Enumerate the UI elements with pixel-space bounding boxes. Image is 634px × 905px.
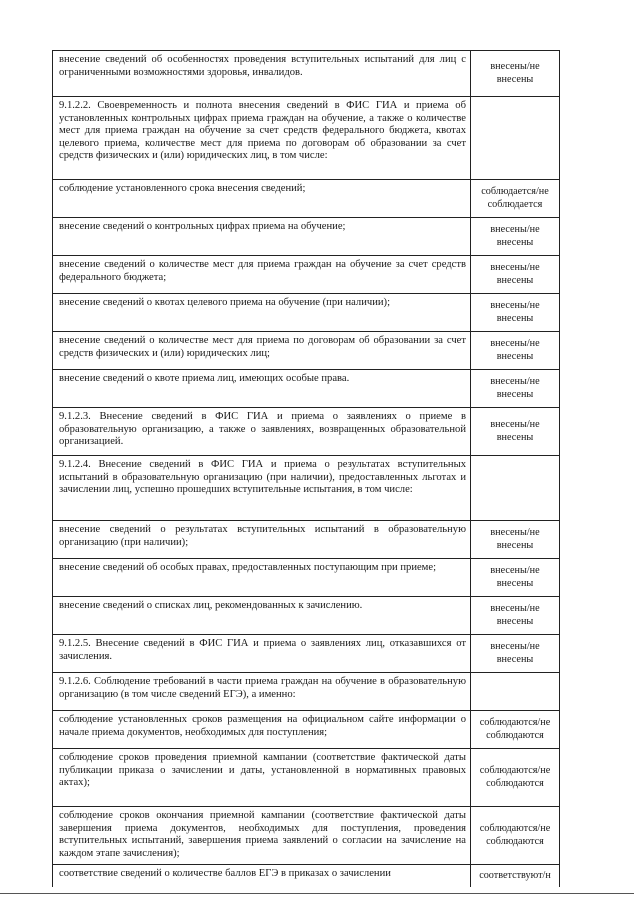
criterion-status: внесены/не внесены [471,218,560,256]
criterion-status: соблюдаются/не соблюдаются [471,749,560,807]
table-row [53,256,560,294]
criterion-text: 9.1.2.2. Своевременность и полнота внесения сведений в ФИС ГИА и приема об установленных контрольных цифрах приема граждан на обучение, а также о количестве мест для приема граждан на обучение за счет средств федерального бюджета, квотах целевого приема, количестве мест для приема по договорам об образовании за счет средств физических и (или) юридических лиц, в том числе: [53,97,471,180]
criterion-text: 9.1.2.4. Внесение сведений в ФИС ГИА и приема о результатах вступительных испытаний в образовательную организацию (при наличии), предоставленных льготах и зачислении лиц, успешно прошедших вступительные испытания, в том числе: [53,456,471,521]
criterion-text: внесение сведений о квотах целевого приема на обучение (при наличии); [53,294,471,332]
criterion-text: внесение сведений о списках лиц, рекомендованных к зачислению. [53,597,471,635]
criterion-text: соблюдение сроков окончания приемной кампании (соответствие фактической даты завершения приема документов, необходимых для поступления, проведения вступительных испытаний, завершения приема заявлений о согласии на зачисление на каждом этапе зачисления); [53,807,471,865]
criterion-status [471,456,560,521]
criterion-status [471,673,560,711]
criterion-status [471,97,560,180]
criterion-text: 9.1.2.5. Внесение сведений в ФИС ГИА и приема о заявлениях лиц, отказавшихся от зачисления. [53,635,471,673]
criterion-status: внесены/не внесены [471,559,560,597]
criterion-text: соблюдение установленных сроков размещения на официальном сайте информации о начале приема документов, необходимых для поступления; [53,711,471,749]
criterion-text: 9.1.2.6. Соблюдение требований в части приема граждан на обучение в образовательную организацию (в том числе сведений ЕГЭ), а именно: [53,673,471,711]
criterion-status: внесены/не внесены [471,597,560,635]
table-row [53,218,560,256]
criterion-status: соблюдается/не соблюдается [471,180,560,218]
table-row [53,51,560,97]
table-row [53,711,560,749]
criteria-table [52,50,560,887]
criterion-status: внесены/не внесены [471,521,560,559]
criterion-text: внесение сведений о квоте приема лиц, имеющих особые права. [53,370,471,408]
table-row [53,521,560,559]
criterion-text: внесение сведений о количестве мест для приема по договорам об образовании за счет средств физических и (или) юридических лиц; [53,332,471,370]
criterion-text: внесение сведений о результатах вступительных испытаний в образовательную организацию (при наличии); [53,521,471,559]
table-row [53,749,560,807]
criterion-text: соблюдение установленного срока внесения сведений; [53,180,471,218]
criteria-table-body [53,51,560,887]
page-bottom-line [0,893,634,894]
criterion-text: внесение сведений об особенностях проведения вступительных испытаний для лиц с ограниченными возможностями здоровья, инвалидов. [53,51,471,97]
criterion-status: внесены/не внесены [471,332,560,370]
table-row [53,673,560,711]
criterion-status: внесены/не внесены [471,408,560,456]
criterion-status: внесены/не внесены [471,635,560,673]
criterion-text: соответствие сведений о количестве баллов ЕГЭ в приказах о зачислении [53,865,471,887]
table-row [53,559,560,597]
criterion-text: внесение сведений об особых правах, предоставленных поступающим при приеме; [53,559,471,597]
table-row [53,807,560,865]
criterion-status: внесены/не внесены [471,256,560,294]
table-row [53,294,560,332]
criterion-status: внесены/не внесены [471,51,560,97]
table-row [53,456,560,521]
criterion-text: 9.1.2.3. Внесение сведений в ФИС ГИА и приема о заявлениях о приеме в образовательную организацию, а также о заявлениях, возвращенных образовательной организацией. [53,408,471,456]
table-row [53,408,560,456]
criterion-status: внесены/не внесены [471,370,560,408]
table-row [53,97,560,180]
table-row [53,332,560,370]
criterion-text: внесение сведений о контрольных цифрах приема на обучение; [53,218,471,256]
table-row [53,635,560,673]
table-row [53,180,560,218]
criterion-status: соответствуют/н [471,865,560,887]
criterion-status: внесены/не внесены [471,294,560,332]
criterion-text: соблюдение сроков проведения приемной кампании (соответствие фактической даты публикации приказа о зачислении и даты, установленной в нормативных правовых актах); [53,749,471,807]
criterion-text: внесение сведений о количестве мест для приема граждан на обучение за счет средств федерального бюджета; [53,256,471,294]
criterion-status: соблюдаются/не соблюдаются [471,711,560,749]
table-row [53,370,560,408]
table-row [53,597,560,635]
criterion-status: соблюдаются/не соблюдаются [471,807,560,865]
table-row [53,865,560,887]
